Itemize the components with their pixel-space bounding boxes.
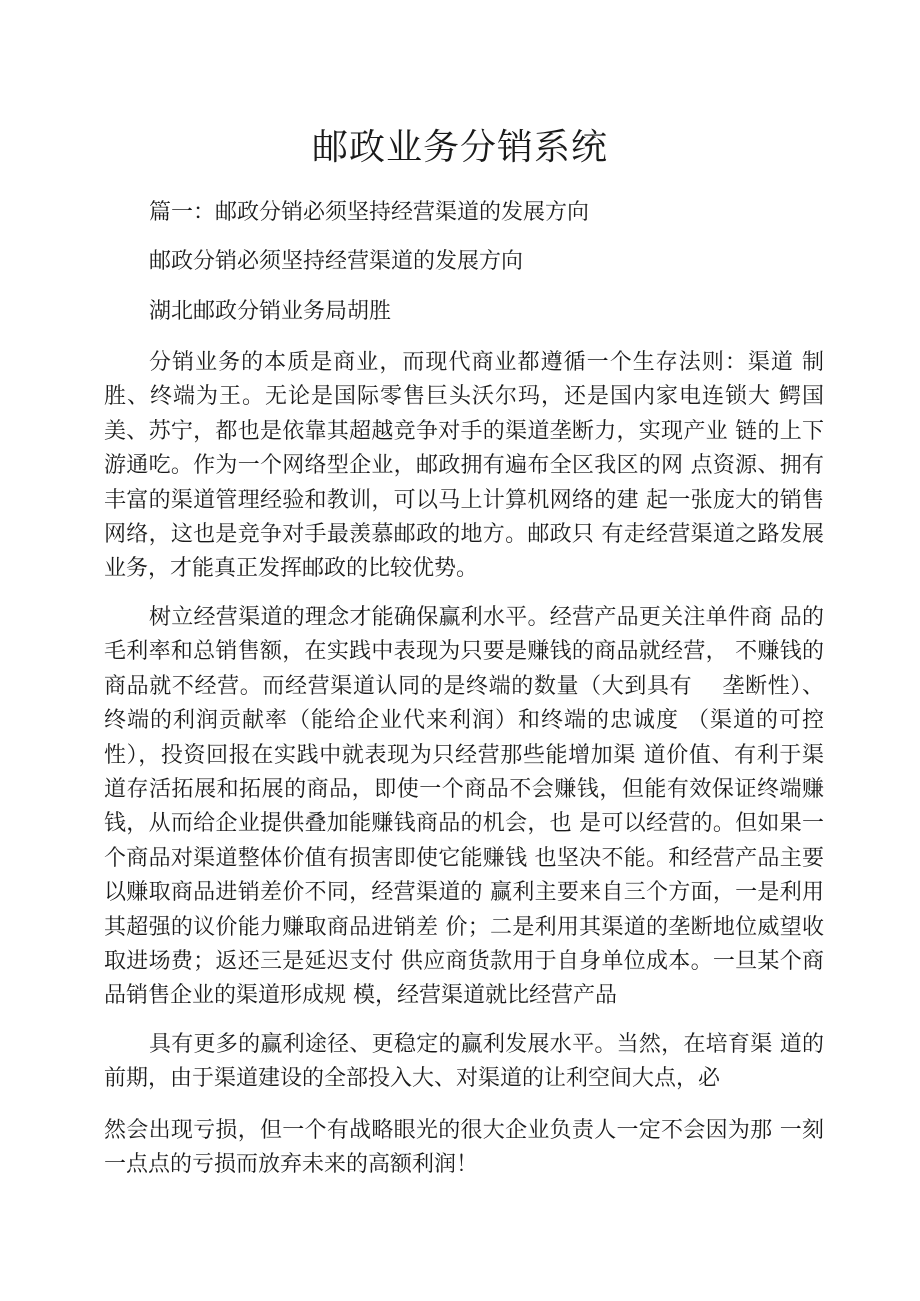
article-title: 邮政分销必须坚持经营渠道的发展方向 (149, 249, 524, 274)
section-heading: 篇一：邮政分销必须坚持经营渠道的发展方向 (149, 200, 590, 225)
paragraph-2: 树立经营渠道的理念才能确保赢利水平。经营产品更关注单件商 品的毛利率和总销售额，在实践中表现为只要是赚钱的商品就经营， 不赚钱的商品就不经营。而经营渠道认同的是终端的数量（大到具有 垄断性）、终端的利润贡献率（能给企业代来利润）和终端的忠诚度 （渠道的可控性），投资回报在实践中就表现为只经营那些能增加渠 道价值、有利于渠道存活拓展和拓展的商品，即使一个商品不会赚钱，但能有效保证终端赚钱，从而给企业提供叠加能赚钱商品的机会，也 是可以经营的。但如果一个商品对渠道整体价值有损害即使它能赚钱 也坚决不能。和经营产品主要以赚取商品进销差价不同，经营渠道的 赢利主要来自三个方面，一是利用其超强的议价能力赚取商品进销差 价；二是利用其渠道的垄断地位威望收取进场费；返还三是延迟支付 供应商货款用于自身单位成本。一旦某个商品销售企业的渠道形成规 模，经营渠道就比经营产品 (104, 605, 824, 1009)
author-line: 湖北邮政分销业务局胡胜 (149, 299, 392, 324)
document-title: 邮政业务分销系统 (311, 127, 608, 168)
paragraph-1: 分销业务的本质是商业，而现代商业都遵循一个生存法则：渠道 制胜、终端为王。无论是国际零售巨头沃尔玛，还是国内家电连锁大 鳄国美、苏宁，都也是依靠其超越竞争对手的渠道垄断力，实现产业 链的上下游通吃。作为一个网络型企业，邮政拥有遍布全区我区的网 点资源、拥有丰富的渠道管理经验和教训，可以马上计算机网络的建 起一张庞大的销售网络，这也是竞争对手最羡慕邮政的地方。邮政只 有走经营渠道之路发展业务，才能真正发挥邮政的比较优势。 (104, 350, 824, 582)
paragraph-3: 具有更多的赢利途径、更稳定的赢利发展水平。当然，在培育渠 道的前期，由于渠道建设的全部投入大、对渠道的让利空间大点，必 (104, 1032, 824, 1092)
paragraph-4: 然会出现亏损，但一个有战略眼光的很大企业负责人一定不会因为那 一刻一点点的亏损而放弃未来的高额利润！ (104, 1118, 824, 1178)
